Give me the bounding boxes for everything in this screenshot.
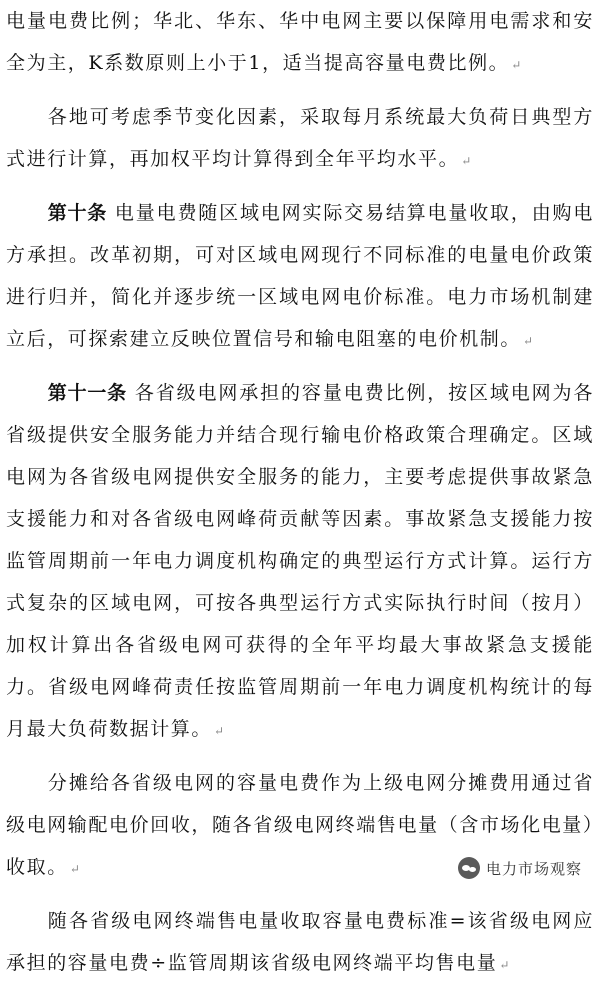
paragraph-mark: ↵ (214, 724, 225, 738)
watermark-text: 电力市场观察 (485, 859, 582, 878)
paragraph-mark: ↵ (523, 334, 534, 348)
watermark (452, 855, 588, 881)
paragraph-mark: ↵ (499, 958, 510, 972)
article-10-heading: 第十条 (47, 202, 108, 224)
paragraph-2 (6, 96, 594, 182)
paragraph-6-text: 随各省级电网终端售电量收取容量电费标准=该省级电网应承担的容量电费÷监管周期该省级电网终端平均售电量 (6, 910, 594, 974)
paragraph-article-11 (6, 372, 594, 752)
article-10-text: 电量电费随区域电网实际交易结算电量收取，由购电方承担。改革初期，可对区域电网现行不同标准的电量电价政策进行归并，简化并逐步统一区域电网电价标准。电力市场机制建立后，可探索建立反映位置信号和输电阻塞的电价机制。 (6, 202, 594, 350)
wechat-icon (458, 857, 480, 879)
paragraph-mark: ↵ (69, 862, 80, 876)
paragraph-1 (6, 0, 594, 86)
paragraph-mark: ↵ (461, 154, 472, 168)
paragraph-article-10 (6, 192, 594, 362)
paragraph-1-text: 电量电费比例；华北、华东、华中电网主要以保障用电需求和安全为主，K系数原则上小于1，适当提高容量电费比例。 (6, 10, 594, 74)
paragraph-mark: ↵ (511, 58, 522, 72)
paragraph-6 (6, 900, 594, 986)
paragraph-2-text: 各地可考虑季节变化因素，采取每月系统最大负荷日典型方式进行计算，再加权平均计算得到全年平均水平。 (6, 106, 594, 170)
article-11-text: 各省级电网承担的容量电费比例，按区域电网为各省级提供安全服务能力并结合现行输电价格政策合理确定。区域电网为各省级电网提供安全服务的能力，主要考虑提供事故紧急支援能力和对各省级电网峰荷贡献等因素。事故紧急支援能力按监管周期前一年电力调度机构确定的典型运行方式计算。运行方式复杂的区域电网，可按各典型运行方式实际执行时间（按月）加权计算出各省级电网可获得的全年平均最大事故紧急支援能力。省级电网峰荷责任按监管周期前一年电力调度机构统计的每月最大负荷数据计算。 (6, 382, 595, 740)
paragraph-5-text: 分摊给各省级电网的容量电费作为上级电网分摊费用通过省级电网输配电价回收，随各省级电网终端售电量（含市场化电量）收取。 (6, 772, 594, 878)
article-11-heading: 第十一条 (47, 382, 127, 404)
